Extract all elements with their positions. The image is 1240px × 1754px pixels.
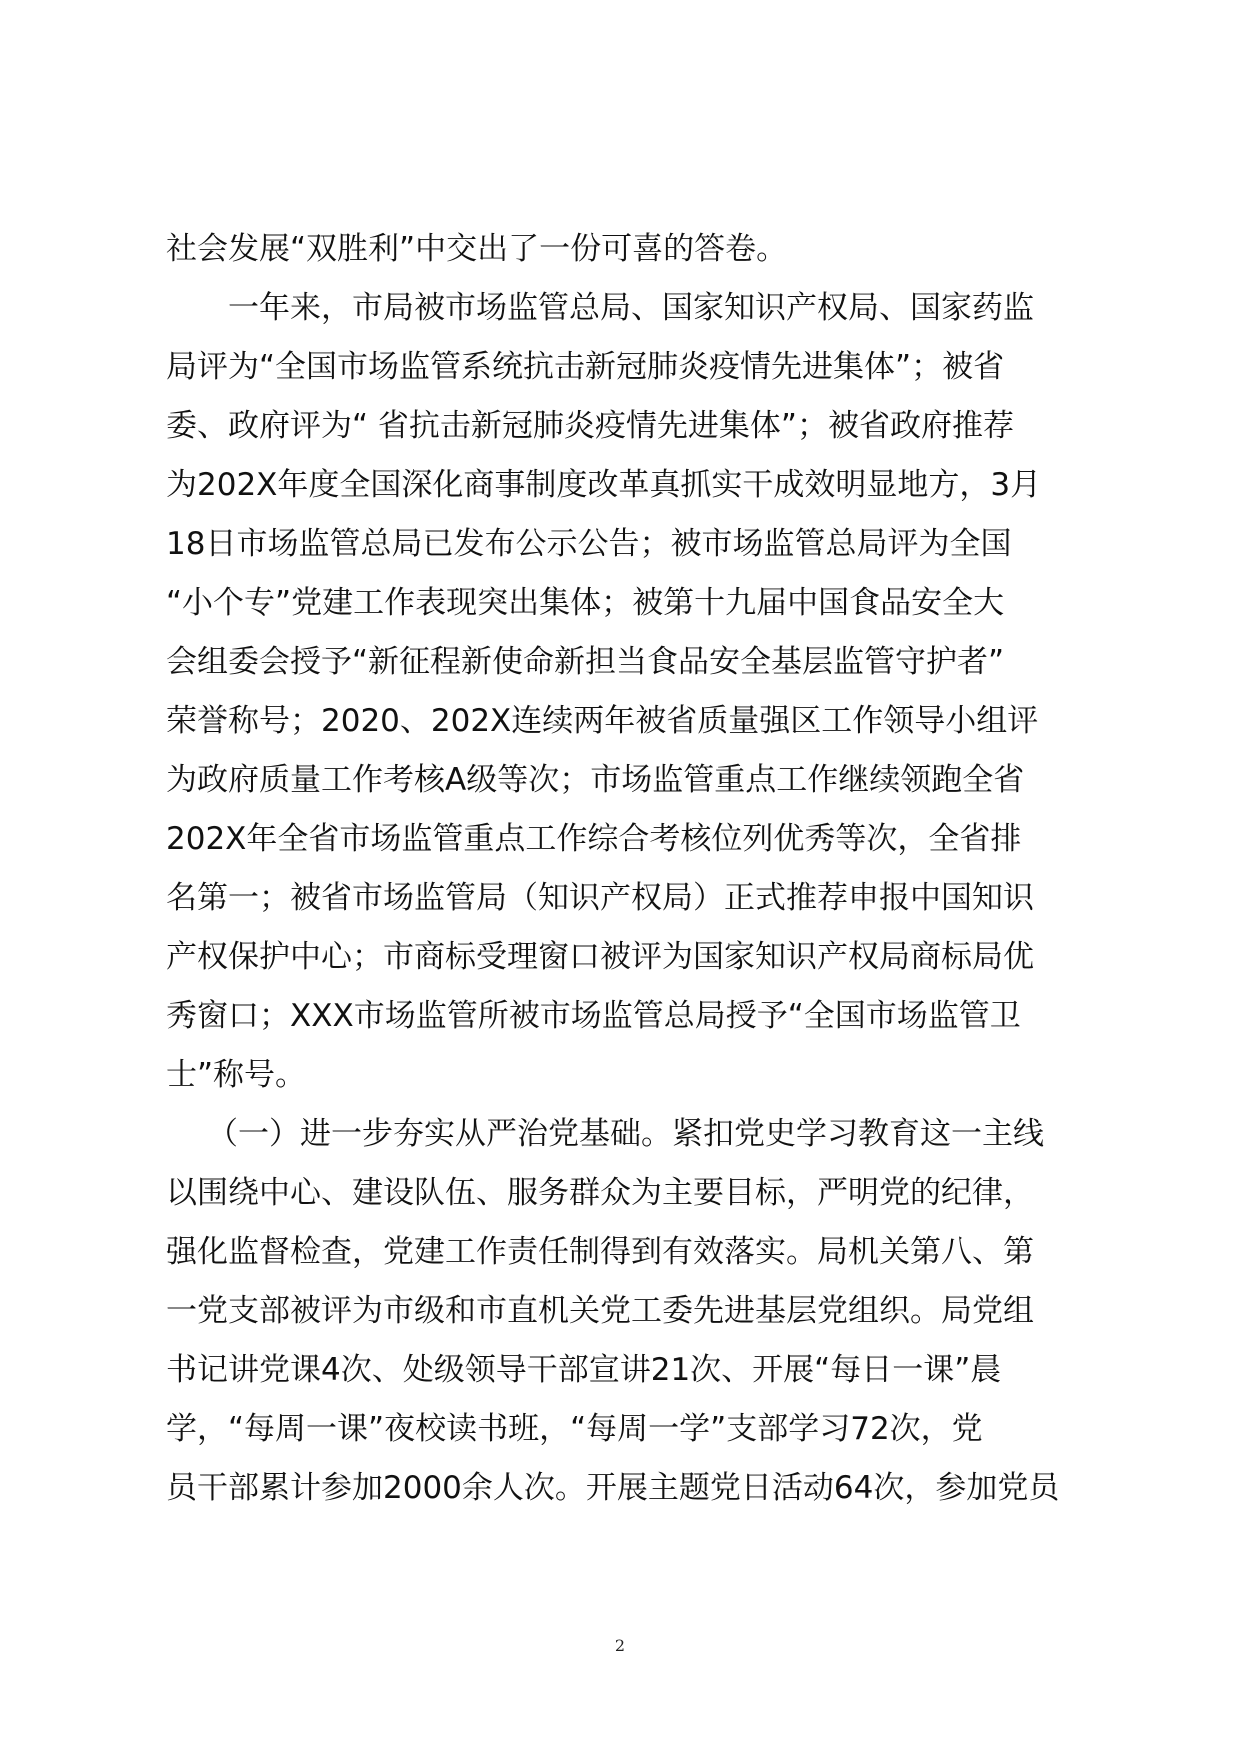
text-line: 秀窗口；XXX市场监管所被市场监管总局授予“全国市场监管卫 [166,998,1021,1034]
text-line: 士”称号。 [166,1057,307,1093]
text-line: 学，“每周一课”夜校读书班，“每周一学”支部学习72次，党 [166,1411,983,1447]
text-line: 局评为“全国市场监管系统抗击新冠肺炎疫情先进集体”；被省 [166,349,1005,385]
page-number: 2 [614,1636,626,1655]
text-line: 强化监督检查，党建工作责任制得到有效落实。局机关第八、第 [166,1234,1034,1270]
text-line: 为202X年度全国深化商事制度改革真抓实干成效明显地方，3月 [166,467,1042,503]
paragraph-start-line: 一年来，市局被市场监管总局、国家知识产权局、国家药监 [228,290,1034,326]
text-line: 以围绕中心、建设队伍、服务群众为主要目标，严明党的纪律， [166,1175,1034,1211]
text-line: 委、政府评为“ 省抗击新冠肺炎疫情先进集体”；被省政府推荐 [166,408,1014,444]
text-line: 荣誉称号；2020、202X连续两年被省质量强区工作领导小组评 [166,703,1039,739]
text-line: 产权保护中心；市商标受理窗口被评为国家知识产权局商标局优 [166,939,1034,975]
text-line: 书记讲党课4次、处级领导干部宣讲21次、开展“每日一课”晨 [166,1352,1002,1388]
body-text [166,220,1106,1518]
section-heading-line: （一）进一步夯实从严治党基础。紧扣党史学习教育这一主线 [207,1116,1044,1152]
text-line: 名第一；被省市场监管局（知识产权局）正式推荐申报中国知识 [166,880,1034,916]
text-line: 202X年全省市场监管重点工作综合考核位列优秀等次，全省排 [166,821,1022,857]
text-line: 员干部累计参加2000余人次。开展主题党日活动64次，参加党员 [166,1470,1060,1506]
text-line: 18日市场监管总局已发布公示公告；被市场监管总局评为全国 [166,526,1012,562]
text-line: 会组委会授予“新征程新使命新担当食品安全基层监管守护者” [166,644,1005,680]
text-line: 一党支部被评为市级和市直机关党工委先进基层党组织。局党组 [166,1293,1034,1329]
text-line: 社会发展“双胜利”中交出了一份可喜的答卷。 [166,231,788,267]
text-line: 为政府质量工作考核A级等次；市场监管重点工作继续领跑全省 [166,762,1025,798]
text-line: “小个专”党建工作表现突出集体；被第十九届中国食品安全大 [166,585,1005,621]
